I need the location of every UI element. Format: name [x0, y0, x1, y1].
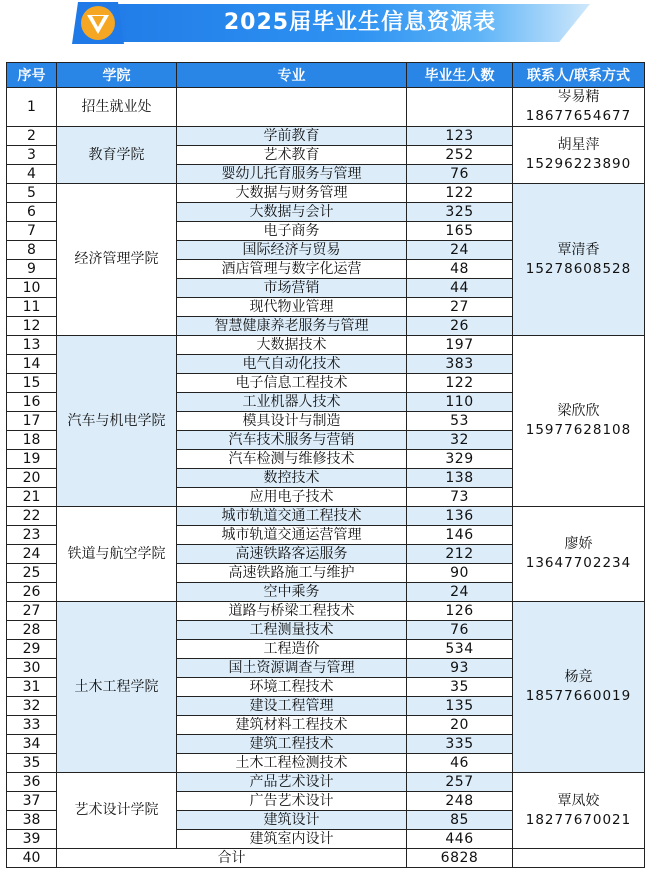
seq-cell: 24 — [7, 545, 57, 564]
count-cell: 27 — [407, 298, 513, 317]
college-cell: 艺术设计学院 — [57, 773, 177, 849]
college-cell: 招生就业处 — [57, 88, 177, 127]
major-cell: 高速铁路施工与维护 — [177, 564, 407, 583]
count-cell: 24 — [407, 583, 513, 602]
major-cell: 建筑工程技术 — [177, 735, 407, 754]
seq-cell: 32 — [7, 697, 57, 716]
table-row — [7, 184, 645, 203]
seq-cell: 38 — [7, 811, 57, 830]
seq-cell: 1 — [7, 88, 57, 127]
seq-cell: 27 — [7, 602, 57, 621]
contact-cell — [513, 773, 645, 849]
seq-cell: 40 — [7, 849, 57, 868]
count-cell: 138 — [407, 469, 513, 488]
seq-cell: 14 — [7, 355, 57, 374]
total-row — [7, 849, 645, 868]
major-cell: 学前教育 — [177, 127, 407, 146]
count-cell: 165 — [407, 222, 513, 241]
count-cell: 24 — [407, 241, 513, 260]
header-major: 专业 — [177, 63, 407, 88]
count-cell: 76 — [407, 165, 513, 184]
seq-cell: 2 — [7, 127, 57, 146]
contact-phone: 15296223890 — [525, 156, 632, 172]
seq-cell: 34 — [7, 735, 57, 754]
count-cell: 146 — [407, 526, 513, 545]
count-cell: 26 — [407, 317, 513, 336]
contact-phone: 18277670021 — [525, 811, 632, 828]
major-cell: 大数据技术 — [177, 336, 407, 355]
major-cell: 城市轨道交通工程技术 — [177, 507, 407, 526]
count-cell: 48 — [407, 260, 513, 279]
header-college: 学院 — [57, 63, 177, 88]
college-cell: 土木工程学院 — [57, 602, 177, 773]
major-cell: 道路与桥梁工程技术 — [177, 602, 407, 621]
count-cell: 123 — [407, 127, 513, 146]
major-cell: 模具设计与制造 — [177, 412, 407, 431]
count-cell: 446 — [407, 830, 513, 849]
major-cell: 数控技术 — [177, 469, 407, 488]
major-cell: 建筑室内设计 — [177, 830, 407, 849]
header-row — [7, 63, 645, 88]
title-banner — [0, 0, 650, 50]
contact-name: 杨竞 — [564, 669, 593, 685]
major-cell: 高速铁路客运服务 — [177, 545, 407, 564]
seq-cell: 13 — [7, 336, 57, 355]
major-cell: 汽车技术服务与营销 — [177, 431, 407, 450]
header-seq: 序号 — [7, 63, 57, 88]
count-cell: 93 — [407, 659, 513, 678]
major-cell: 大数据与会计 — [177, 203, 407, 222]
major-cell: 空中乘务 — [177, 583, 407, 602]
seq-cell: 36 — [7, 773, 57, 792]
major-cell: 广告艺术设计 — [177, 792, 407, 811]
seq-cell: 7 — [7, 222, 57, 241]
college-cell: 铁道与航空学院 — [57, 507, 177, 602]
major-cell: 电气自动化技术 — [177, 355, 407, 374]
major-cell: 环境工程技术 — [177, 678, 407, 697]
count-cell: 32 — [407, 431, 513, 450]
count-cell: 252 — [407, 146, 513, 165]
seq-cell: 8 — [7, 241, 57, 260]
count-cell: 136 — [407, 507, 513, 526]
seq-cell: 25 — [7, 564, 57, 583]
table-row — [7, 773, 645, 792]
seq-cell: 28 — [7, 621, 57, 640]
major-cell: 城市轨道交通运营管理 — [177, 526, 407, 545]
major-cell: 市场营销 — [177, 279, 407, 298]
contact-name: 覃凤姣 — [557, 792, 600, 809]
contact-phone: 13647702234 — [525, 555, 632, 571]
contact-name: 廖娇 — [564, 536, 593, 552]
seq-cell: 33 — [7, 716, 57, 735]
seq-cell: 16 — [7, 393, 57, 412]
seq-cell: 39 — [7, 830, 57, 849]
major-cell: 国土资源调查与管理 — [177, 659, 407, 678]
seq-cell: 11 — [7, 298, 57, 317]
major-cell: 建筑材料工程技术 — [177, 716, 407, 735]
table-row — [7, 127, 645, 146]
count-cell: 248 — [407, 792, 513, 811]
seq-cell: 30 — [7, 659, 57, 678]
seq-cell: 3 — [7, 146, 57, 165]
contact-cell — [513, 507, 645, 602]
count-cell: 534 — [407, 640, 513, 659]
seq-cell: 22 — [7, 507, 57, 526]
count-cell: 212 — [407, 545, 513, 564]
major-cell: 艺术教育 — [177, 146, 407, 165]
seq-cell: 31 — [7, 678, 57, 697]
seq-cell: 9 — [7, 260, 57, 279]
major-cell: 工业机器人技术 — [177, 393, 407, 412]
total-contact-cell — [513, 849, 645, 868]
major-cell: 婴幼儿托育服务与管理 — [177, 165, 407, 184]
major-cell: 国际经济与贸易 — [177, 241, 407, 260]
major-cell: 工程测量技术 — [177, 621, 407, 640]
contact-phone: 15278608528 — [525, 260, 632, 277]
major-cell: 大数据与财务管理 — [177, 184, 407, 203]
contact-cell — [513, 127, 645, 184]
major-cell: 现代物业管理 — [177, 298, 407, 317]
count-cell: 126 — [407, 602, 513, 621]
count-cell: 35 — [407, 678, 513, 697]
major-cell: 产品艺术设计 — [177, 773, 407, 792]
seq-cell: 15 — [7, 374, 57, 393]
seq-cell: 23 — [7, 526, 57, 545]
major-cell — [177, 88, 407, 127]
contact-name: 岑易精 — [557, 89, 600, 105]
seq-cell: 35 — [7, 754, 57, 773]
count-cell: 122 — [407, 184, 513, 203]
table-row — [7, 336, 645, 355]
contact-phone: 15977628108 — [525, 422, 632, 438]
count-cell: 325 — [407, 203, 513, 222]
contact-name: 梁欣欣 — [557, 403, 600, 419]
major-cell: 智慧健康养老服务与管理 — [177, 317, 407, 336]
contact-name: 覃清香 — [557, 241, 600, 258]
major-cell: 建筑设计 — [177, 811, 407, 830]
total-label: 合计 — [57, 849, 407, 868]
seq-cell: 18 — [7, 431, 57, 450]
college-cell: 教育学院 — [57, 127, 177, 184]
contact-cell — [513, 184, 645, 336]
seq-cell: 21 — [7, 488, 57, 507]
college-cell: 经济管理学院 — [57, 184, 177, 336]
major-cell: 汽车检测与维修技术 — [177, 450, 407, 469]
contact-cell — [513, 602, 645, 773]
count-cell: 135 — [407, 697, 513, 716]
college-cell: 汽车与机电学院 — [57, 336, 177, 507]
count-cell: 73 — [407, 488, 513, 507]
contact-cell — [513, 88, 645, 127]
seq-cell: 20 — [7, 469, 57, 488]
major-cell: 土木工程检测技术 — [177, 754, 407, 773]
major-cell: 电子信息工程技术 — [177, 374, 407, 393]
seq-cell: 29 — [7, 640, 57, 659]
page-title: 2025届毕业生信息资源表 — [223, 10, 497, 35]
contact-name: 胡星萍 — [557, 137, 600, 153]
count-cell: 110 — [407, 393, 513, 412]
count-cell: 197 — [407, 336, 513, 355]
seq-cell: 37 — [7, 792, 57, 811]
seq-cell: 19 — [7, 450, 57, 469]
seq-cell: 26 — [7, 583, 57, 602]
count-cell: 329 — [407, 450, 513, 469]
seq-cell: 17 — [7, 412, 57, 431]
header-count: 毕业生人数 — [407, 63, 513, 88]
header-contact: 联系人/联系方式 — [513, 63, 645, 88]
major-cell: 建设工程管理 — [177, 697, 407, 716]
count-cell: 20 — [407, 716, 513, 735]
seq-cell: 4 — [7, 165, 57, 184]
contact-cell — [513, 336, 645, 507]
graduate-table — [6, 62, 645, 868]
seq-cell: 10 — [7, 279, 57, 298]
contact-phone: 18677654677 — [525, 108, 632, 124]
count-cell: 122 — [407, 374, 513, 393]
seq-cell: 5 — [7, 184, 57, 203]
contact-phone: 18577660019 — [525, 688, 632, 704]
table-row — [7, 88, 645, 127]
major-cell: 电子商务 — [177, 222, 407, 241]
major-cell: 工程造价 — [177, 640, 407, 659]
count-cell: 335 — [407, 735, 513, 754]
count-cell — [407, 88, 513, 127]
seq-cell: 6 — [7, 203, 57, 222]
table-row — [7, 602, 645, 621]
total-count: 6828 — [407, 849, 513, 868]
chevron-badge-icon — [72, 0, 124, 46]
count-cell: 383 — [407, 355, 513, 374]
count-cell: 257 — [407, 773, 513, 792]
count-cell: 53 — [407, 412, 513, 431]
major-cell: 酒店管理与数字化运营 — [177, 260, 407, 279]
table-row — [7, 507, 645, 526]
count-cell: 44 — [407, 279, 513, 298]
major-cell: 应用电子技术 — [177, 488, 407, 507]
count-cell: 76 — [407, 621, 513, 640]
count-cell: 90 — [407, 564, 513, 583]
count-cell: 46 — [407, 754, 513, 773]
seq-cell: 12 — [7, 317, 57, 336]
count-cell: 85 — [407, 811, 513, 830]
